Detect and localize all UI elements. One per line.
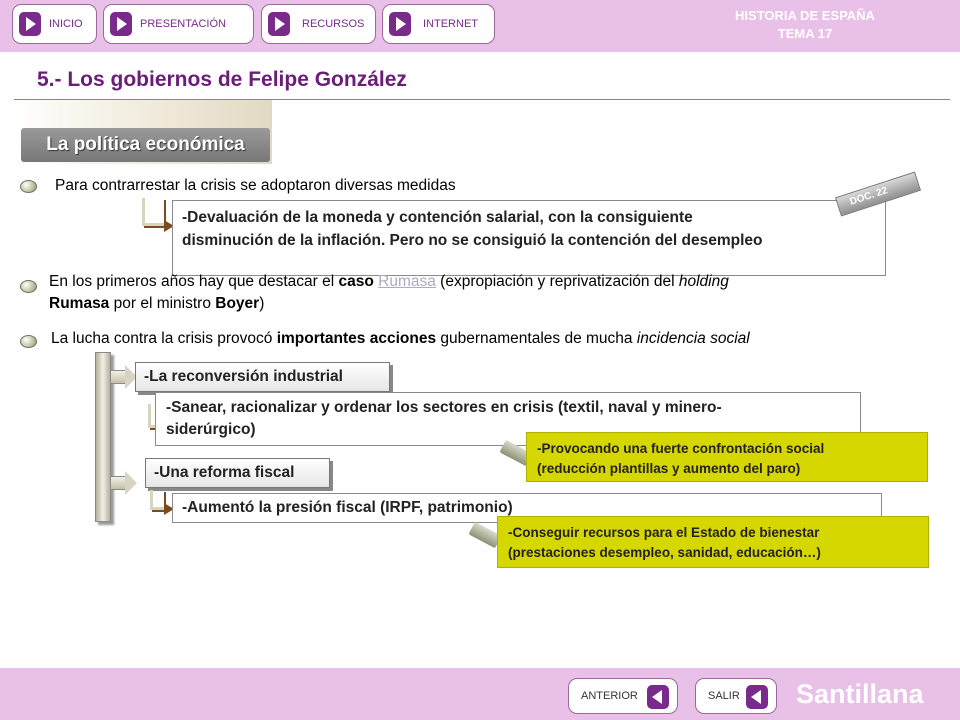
brand-line-1: HISTORIA DE ESPAÑA [735, 8, 875, 23]
fiscal-note [497, 516, 929, 568]
bullet-icon [20, 280, 37, 293]
reconversion-label: -La reconversión industrial [135, 362, 390, 392]
bullet-icon [20, 180, 37, 193]
page-title: 5.- Los gobiernos de Felipe González [37, 68, 407, 91]
reconversion-line-2: siderúrgico) [166, 421, 256, 438]
brand-header [720, 7, 890, 43]
text-fragment: ) [259, 295, 265, 312]
play-arrow-icon [19, 12, 41, 36]
connector-arrow-icon [110, 476, 126, 490]
bracket-arrow-icon [150, 490, 164, 510]
nav-presentacion-label: PRESENTACIÓN [140, 18, 226, 30]
back-arrow-icon [746, 685, 768, 709]
paragraph-crisis-measures: Para contrarrestar la crisis se adoptaron diversas medidas [55, 177, 456, 194]
devaluation-line-2: disminución de la inflación. Pero no se consiguió la contención del desempleo [182, 232, 763, 249]
anterior-label: ANTERIOR [581, 690, 638, 702]
play-arrow-icon [110, 12, 132, 36]
text-fragment: Boyer [215, 295, 260, 312]
text-fragment: gubernamentales de mucha [436, 330, 637, 347]
reconversion-note-line-2: (reducción plantillas y aumento del paro) [537, 461, 801, 476]
fiscal-label: -Una reforma fiscal [145, 458, 330, 488]
connector-arrow-icon [110, 370, 126, 384]
anterior-button[interactable] [568, 678, 678, 714]
devaluation-line-1: -Devaluación de la moneda y contención salarial, con la consiguiente [182, 209, 693, 226]
back-arrow-icon [647, 685, 669, 709]
nav-recursos-button[interactable] [261, 4, 376, 44]
text-fragment: (expropiación y reprivatización del [435, 273, 679, 290]
doc-22-label: DOC. 22 [848, 185, 889, 208]
brand-line-2: TEMA 17 [777, 26, 833, 41]
paragraph-government-actions [51, 328, 750, 350]
fiscal-note-line-1: -Conseguir recursos para el Estado de bienestar [508, 525, 820, 540]
text-fragment: caso [338, 273, 374, 290]
bullet-icon [20, 335, 37, 348]
section-heading: La política económica [21, 128, 270, 162]
bracket-arrow-icon [142, 198, 164, 226]
publisher-logo: Santillana [796, 679, 924, 709]
text-fragment: importantes acciones [276, 330, 437, 347]
text-fragment: holding [678, 273, 729, 290]
fiscal-note-line-2: (prestaciones desempleo, sanidad, educación…) [508, 545, 821, 560]
nav-internet-button[interactable] [382, 4, 495, 44]
play-arrow-icon [389, 12, 411, 36]
text-fragment: Rumasa [49, 295, 110, 312]
play-arrow-icon [268, 12, 290, 36]
nav-internet-label: INTERNET [423, 18, 478, 30]
fiscal-detail: -Aumentó la presión fiscal (IRPF, patrimonio) [182, 499, 513, 516]
paragraph-rumasa [49, 271, 939, 315]
reconversion-note [526, 432, 928, 482]
rumasa-link[interactable]: Rumasa [378, 273, 436, 290]
reconversion-note-line-1: -Provocando una fuerte confrontación social [537, 441, 825, 456]
nav-inicio-button[interactable] [12, 4, 97, 44]
text-fragment: La lucha contra la crisis provocó [51, 330, 277, 347]
nav-presentacion-button[interactable] [103, 4, 254, 44]
salir-label: SALIR [708, 690, 740, 702]
text-fragment: En los primeros años hay que destacar el [49, 273, 339, 290]
nav-recursos-label: RECURSOS [302, 18, 365, 30]
diagram-vertical-bar [95, 352, 111, 522]
nav-inicio-label: INICIO [49, 18, 83, 30]
reconversion-line-1: -Sanear, racionalizar y ordenar los sectores en crisis (textil, naval y minero- [166, 399, 722, 416]
text-fragment: por el ministro [109, 295, 216, 312]
salir-button[interactable] [695, 678, 777, 714]
text-fragment: incidencia social [636, 330, 750, 347]
